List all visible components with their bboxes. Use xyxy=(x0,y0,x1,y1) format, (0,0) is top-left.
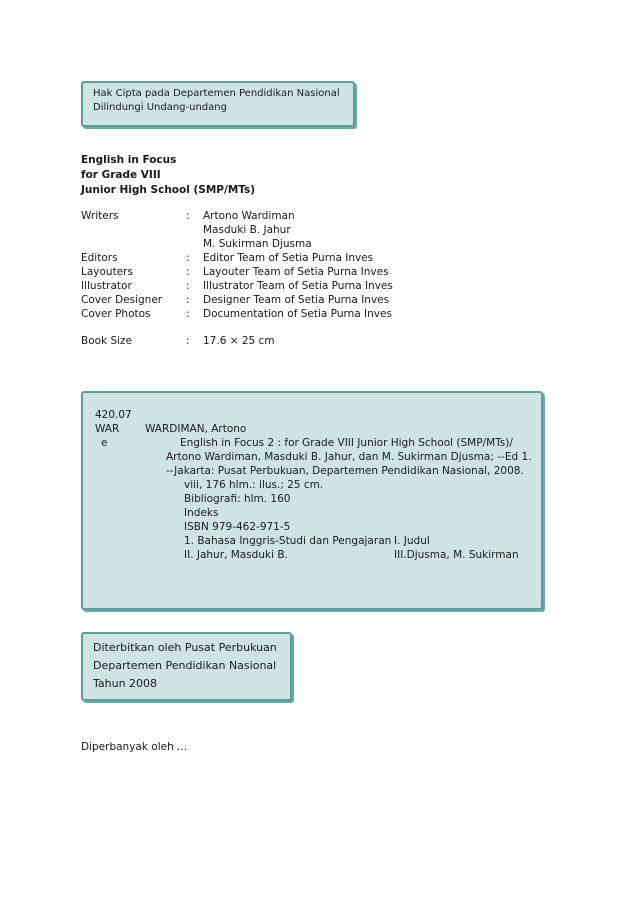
cover-photos-value: Documentation of Setia Purna Inves xyxy=(203,308,392,320)
cip-code-1: WAR xyxy=(95,423,120,435)
layouters-value: Layouter Team of Setia Purna Inves xyxy=(203,266,389,278)
copyright-box xyxy=(81,81,355,127)
cover-photos-label: Cover Photos xyxy=(81,308,151,320)
book-level: Junior High School (SMP/MTs) xyxy=(81,184,256,196)
cip-isbn: ISBN 979-462-971-5 xyxy=(184,521,291,533)
illustrator-label: Illustrator xyxy=(81,280,132,292)
copyright-line-2: Dilindungi Undang-undang xyxy=(93,102,227,113)
cip-index: Indeks xyxy=(184,507,219,519)
copyright-line-1: Hak Cipta pada Departemen Pendidikan Nasional xyxy=(93,88,340,99)
cover-designer-label: Cover Designer xyxy=(81,294,163,306)
book-size-colon: : xyxy=(186,335,190,347)
book-grade: for Grade VIII xyxy=(81,169,161,181)
publisher-line-1: Diterbitkan oleh Pusat Perbukuan xyxy=(93,641,277,654)
publisher-line-3: Tahun 2008 xyxy=(93,677,158,690)
editors-value: Editor Team of Setia Purna Inves xyxy=(203,252,374,264)
cover-designer-colon: : xyxy=(186,294,190,306)
catalog-record-box xyxy=(81,391,543,610)
publisher-line-2: Departemen Pendidikan Nasional xyxy=(93,659,277,672)
cip-subject-2: I. Judul xyxy=(394,535,430,547)
writer-2: Masduki B. Jahur xyxy=(203,224,291,236)
cip-code-2: e xyxy=(101,437,108,449)
editors-colon: : xyxy=(186,252,190,264)
reproduced-by: Diperbanyak oleh ... xyxy=(81,741,188,753)
cip-author: WARDIMAN, Artono xyxy=(145,423,247,435)
cover-designer-value: Designer Team of Setia Purna Inves xyxy=(203,294,390,306)
illustrator-value: Illustrator Team of Setia Purna Inves xyxy=(203,280,393,292)
cip-publisher-line: --Jakarta: Pusat Perbukuan, Departemen Pendidikan Nasional, 2008. xyxy=(166,465,524,477)
publisher-box xyxy=(81,632,292,701)
cover-photos-colon: : xyxy=(186,308,190,320)
cip-authors-line: Artono Wardiman, Masduki B. Jahur, dan M. Sukirman Djusma; --Ed 1. xyxy=(166,451,532,463)
book-size-label: Book Size xyxy=(81,335,133,347)
writers-label: Writers xyxy=(81,210,119,222)
cip-bibliography: Bibliografi: hlm. 160 xyxy=(184,493,291,505)
writers-colon: : xyxy=(186,210,190,222)
book-title: English in Focus xyxy=(81,154,177,166)
layouters-label: Layouters xyxy=(81,266,133,278)
book-size-value: 17.6 × 25 cm xyxy=(203,335,275,347)
cip-subject-3: II. Jahur, Masduki B. xyxy=(184,549,288,561)
cip-title-line: English in Focus 2 : for Grade VIII Junior High School (SMP/MTs)/ xyxy=(180,437,513,449)
cip-subject-1: 1. Bahasa Inggris-Studi dan Pengajaran xyxy=(184,535,392,547)
layouters-colon: : xyxy=(186,266,190,278)
illustrator-colon: : xyxy=(186,280,190,292)
editors-label: Editors xyxy=(81,252,118,264)
cip-subject-4: III.Djusma, M. Sukirman xyxy=(394,549,519,561)
writer-1: Artono Wardiman xyxy=(203,210,295,222)
cip-pages: viii, 176 hlm.: ilus.; 25 cm. xyxy=(184,479,324,491)
cip-classification: 420.07 xyxy=(95,409,132,421)
writer-3: M. Sukirman Djusma xyxy=(203,238,312,250)
